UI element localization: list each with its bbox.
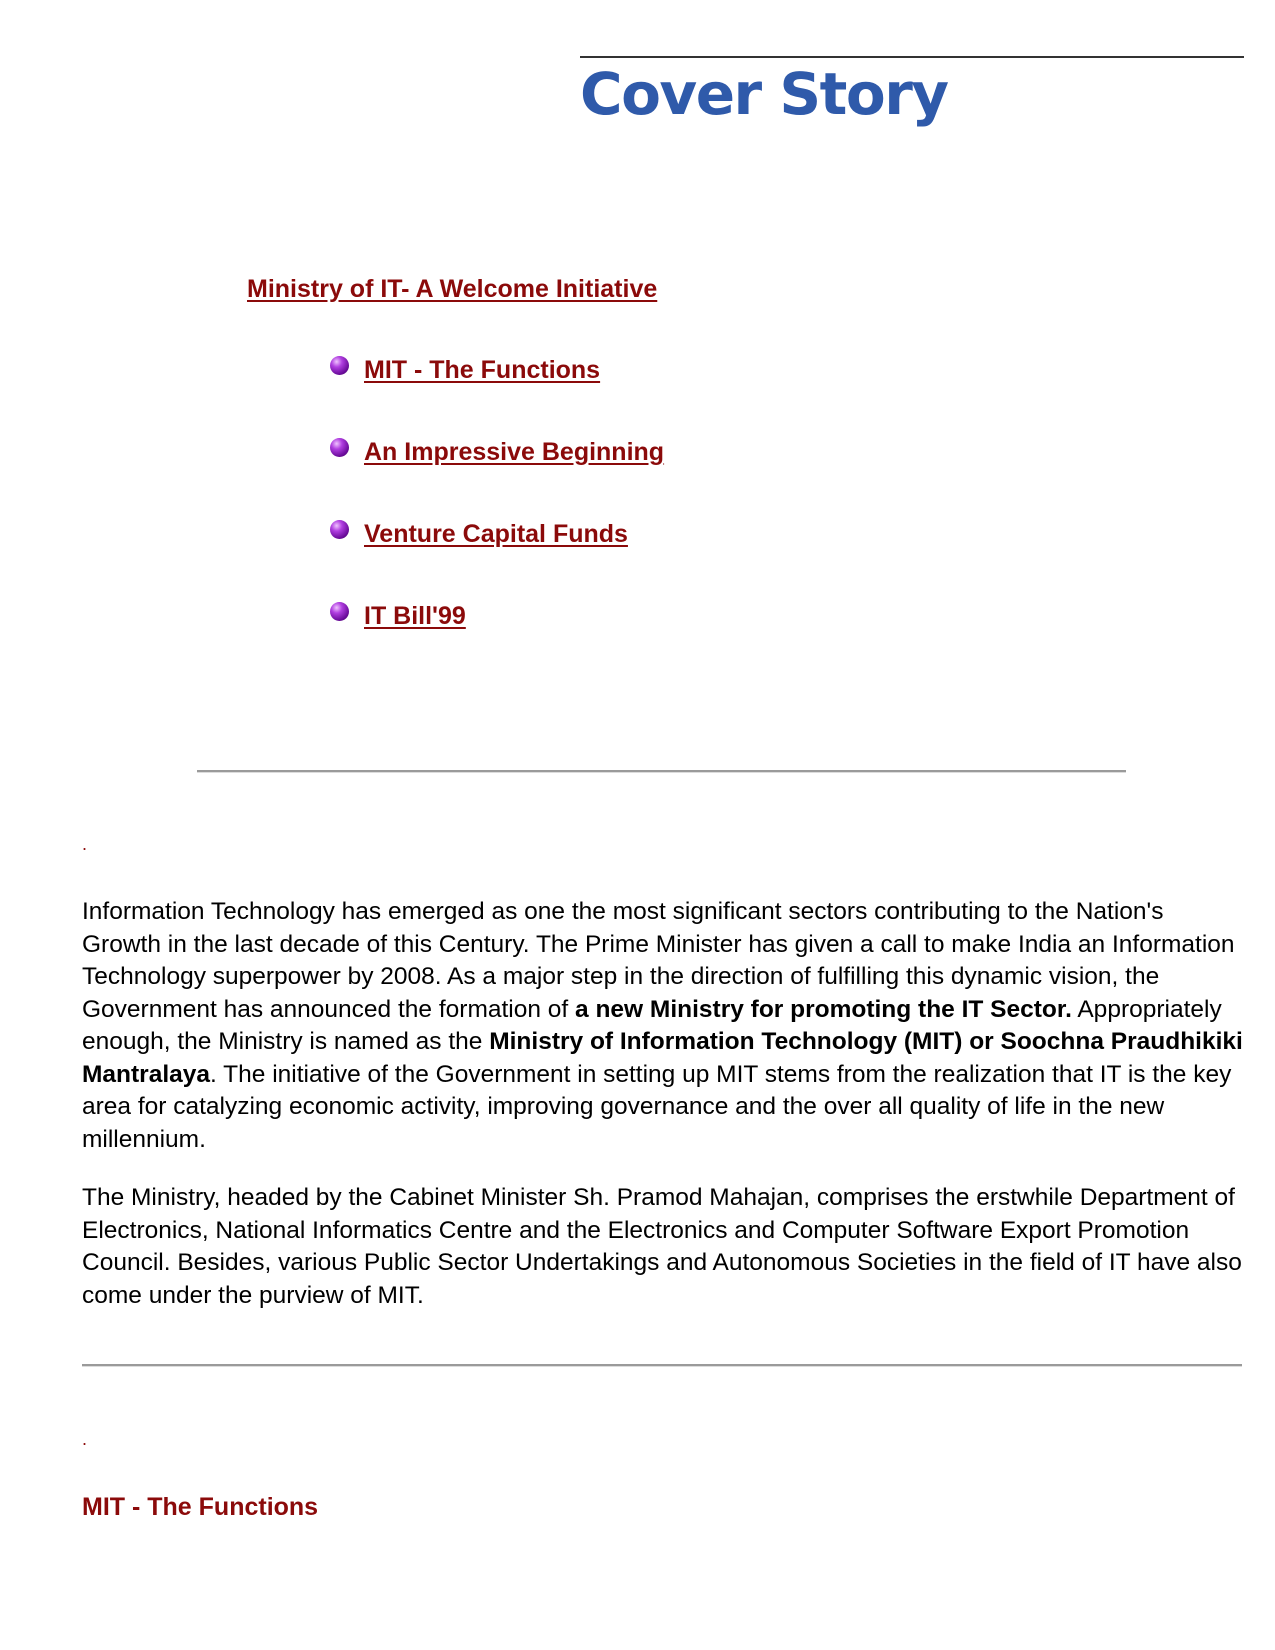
horizontal-rule	[197, 770, 1126, 773]
cover-story-banner	[580, 56, 1244, 130]
toc-link-functions[interactable]: MIT - The Functions	[364, 356, 601, 384]
anchor-dot: .	[82, 1429, 88, 1449]
toc-item-impressive-beginning	[330, 437, 664, 467]
toc-item-functions	[330, 355, 664, 385]
bullet-sphere-icon	[330, 520, 349, 539]
intro-bold-2: Ministry of Information Technology (MIT) or Soochna Praudhikiki Mantralaya	[82, 1028, 1243, 1088]
bullet-sphere-icon	[330, 602, 349, 621]
bullet-sphere-icon	[330, 356, 349, 375]
intro-bold-1: a new Ministry for promoting the IT Sector.	[575, 995, 1072, 1023]
section-heading-functions: MIT - The Functions	[82, 1493, 319, 1521]
toc-title-link[interactable]: Ministry of IT- A Welcome Initiative	[247, 275, 658, 303]
banner-title: Cover Story	[580, 60, 948, 128]
intro-text-2: Appropriately enough, the Ministry is named as the	[82, 995, 1222, 1055]
bullet-sphere-icon	[330, 438, 349, 457]
toc-item-it-bill	[330, 601, 664, 631]
toc-item-venture-capital	[330, 519, 664, 549]
toc-link-it-bill[interactable]: IT Bill'99	[364, 602, 466, 630]
ministry-paragraph: The Ministry, headed by the Cabinet Minister Sh. Pramod Mahajan, comprises the erstwhile Department of Electronics, National Informatics Centre and the Electronics and Computer Software Export Promotion Council. Besides, various Public Sector Undertakings and Autonomous Societies in the field of IT have also come under the purview of MIT.	[82, 1184, 1242, 1309]
intro-text-1: Information Technology has emerged as one the most significant sectors contributing to the Nation's Growth in the last decade of this Century. The Prime Minister has given a call to make India an Information Technology superpower by 2008. As a major step in the direction of fulfilling this dynamic vision, the Government has announced the formation of	[82, 898, 1235, 1023]
intro-text-3: . The initiative of the Government in setting up MIT stems from the realization that IT is the key area for catalyzing economic activity, improving governance and the over all quality of life in the new millennium.	[82, 1060, 1232, 1153]
intro-paragraph	[82, 896, 1247, 1156]
toc-list	[330, 355, 664, 683]
toc-link-venture-capital[interactable]: Venture Capital Funds	[364, 520, 628, 548]
anchor-dot: .	[82, 834, 88, 854]
horizontal-rule	[82, 1364, 1242, 1367]
toc-link-impressive-beginning[interactable]: An Impressive Beginning	[364, 438, 665, 466]
